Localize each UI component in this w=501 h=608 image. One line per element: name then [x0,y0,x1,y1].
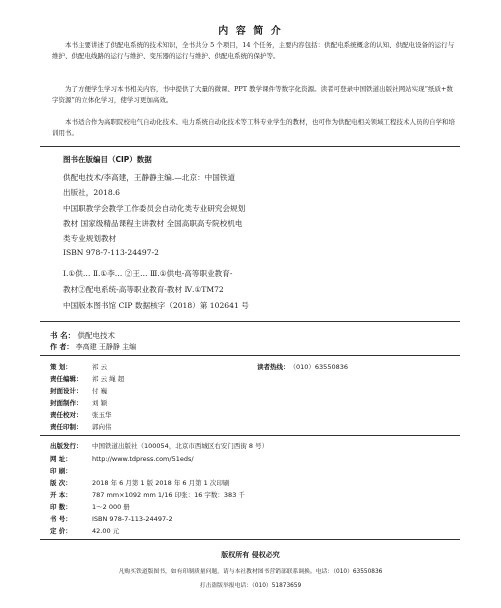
price-row [50,526,119,535]
website-row [50,454,194,463]
cover-design-row [50,386,107,395]
format: 787 mm×1092 mm 1/16 印张：16 字数：383 千 [92,491,245,499]
cover-made-row [50,398,107,407]
hotline-row [257,362,348,371]
intro-title: 内 容 简 介 [218,26,283,37]
isbn: ISBN 978-7-113-24497-2 [92,515,173,523]
print-manager-label: 责任印制： [50,423,83,431]
proofreader: 张玉华 [92,411,112,419]
planner-row [50,362,107,371]
planner: 祁 云 [92,363,108,371]
divider [40,321,460,322]
proofreader-label: 责任校对： [50,411,83,419]
editor-row [50,374,124,383]
print-run: 1～2 000 册 [92,503,130,511]
publisher-row [50,441,268,450]
website: http://www.tdpress.com/51eds/ [92,455,194,463]
publisher-label: 出版发行： [50,442,83,450]
hotline: （010）63550836 [289,363,348,371]
print-manager: 郭向伟 [92,423,112,431]
cip-line: 供配电技术/李高建，王静静主编.—北京：中国铁道 [63,173,236,182]
print-manager-row [50,422,112,431]
cip-line: 出版社，2018.6 [63,188,120,197]
book-title-row [50,330,115,341]
format-label: 开 本： [50,491,72,499]
intro-paragraph-2: 为了方便学生学习本书相关内容，书中提供了大量的微课、PPT 教学课件等数字化资源。读者可登录中国铁道出版社网站实现“纸质+数字资源”的立体化学习，使学习更加高效。 [52,85,453,104]
intro-paragraph-1: 本书主要讲述了供配电系统的技术知识，全书共分 5 个项目，14 个任务，主要内容包括：供配电系统概念的认知、供配电设备的运行与维护、供配电线路的运行与维护、变压器的运行与维护、供配电系统的保护等。 [52,41,455,60]
divider [40,146,460,147]
cip-heading: 图书在版编目（CIP）数据 [63,155,152,164]
printer-row [50,466,92,475]
price: 42.00 元 [92,527,120,535]
edition: 2018 年 6 月第 1 版 2018 年 6 月第 1 次印刷 [92,479,230,487]
book-authors-label: 作 者： [50,343,74,351]
rights-notice: 版权所有 侵权必究 [221,551,280,559]
cover-made-label: 封面制作： [50,399,83,407]
website-label: 网 址： [50,455,72,463]
cip-line: 教材②配电系统-高等职业教育-教材 Ⅳ.①TM72 [63,285,224,294]
cover-design: 付 巍 [92,387,108,395]
cip-number: 中国版本图书馆 CIP 数据核字（2018）第 102641 号 [63,301,249,310]
print-run-label: 印 数： [50,503,72,511]
editor-label: 责任编辑： [50,375,83,383]
printer-label: 印 刷： [50,467,72,475]
edition-label: 版 次： [50,479,72,487]
cip-line: 教材 国家级精品课程主讲教材 全国高职高专院校机电 [63,219,243,228]
cip-line: Ⅰ.①供… Ⅱ.①李… ②王… Ⅲ.①供电-高等职业教育- [63,269,233,278]
publisher: 中国铁道出版社（100054，北京市西城区右安门西街 8 号） [92,442,269,450]
cip-line: ISBN 978-7-113-24497-2 [63,248,159,257]
divider [40,435,460,436]
proofreader-row [50,410,112,419]
format-row [50,490,245,499]
cip-line: 类专业规划教材 [63,234,117,243]
print-run-row [50,502,130,511]
cover-made: 刘 颖 [92,399,108,407]
quality-notice: 凡购买铁道版图书，如有印制质量问题，请与本社教材图书营销部联系调换。电话：（010）63550836 [118,569,383,575]
isbn-row [50,514,173,523]
editor: 祁 云 绳 超 [92,375,125,383]
book-authors-row [50,342,136,352]
hotline-label: 读者热线： [257,363,290,371]
price-label: 定 价： [50,527,72,535]
planner-label: 策 划： [50,363,72,371]
book-title: 供配电技术 [77,331,116,340]
intro-paragraph-3: 本书适合作为高职院校电气自动化技术、电力系统自动化技术等工科专业学生的教材，也可作为供配电相关领域工程技术人员的自学和培训用书。 [52,118,455,137]
cip-line: 中国职教学会教学工作委员会自动化类专业研究会规划 [63,204,246,213]
book-authors: 李高建 王静静 主编 [75,343,137,351]
book-title-label: 书 名： [50,331,76,340]
edition-row [50,478,229,487]
cover-design-label: 封面设计： [50,387,83,395]
piracy-hotline: 打击盗版举报电话：（010）51873659 [199,583,302,589]
divider [40,355,460,356]
isbn-label: 书 号： [50,515,72,523]
divider [40,539,460,540]
